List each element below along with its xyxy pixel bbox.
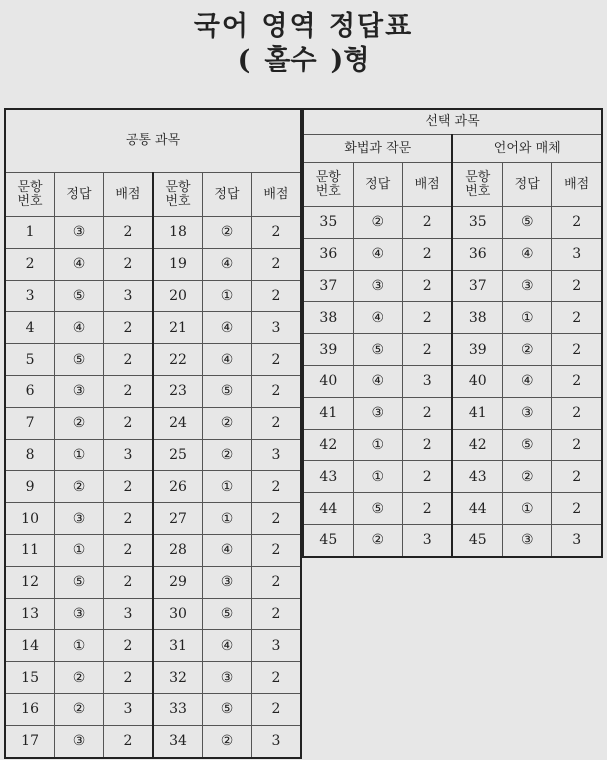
- common-cell-answer: ⑤: [203, 693, 252, 725]
- table-row: [5, 598, 301, 630]
- common-cell-answer: ③: [55, 217, 104, 249]
- elective-col-header-question-number: 문항 번호: [303, 163, 353, 207]
- common-cell-answer: ②: [55, 693, 104, 725]
- table-row: [5, 407, 301, 439]
- elective-cell-question-number: 42: [452, 429, 502, 461]
- common-cell-question-number: 34: [153, 725, 203, 757]
- common-cell-answer: ④: [203, 534, 252, 566]
- table-row: [303, 334, 602, 366]
- elective-cell-question-number: 44: [303, 493, 353, 525]
- elective-cell-score: 2: [402, 461, 452, 493]
- table-row: [5, 662, 301, 694]
- table-row: [5, 471, 301, 503]
- elective-cell-score: 3: [402, 365, 452, 397]
- elective-cell-question-number: 41: [303, 397, 353, 429]
- common-cell-score: 2: [251, 248, 301, 280]
- common-cell-answer: ①: [55, 534, 104, 566]
- common-cell-score: 2: [251, 217, 301, 249]
- elective-cell-answer: ②: [503, 334, 552, 366]
- common-cell-score: 2: [251, 344, 301, 376]
- elective-cell-answer: ⑤: [503, 207, 552, 239]
- table-row: [5, 439, 301, 471]
- elective-section-label: 선택 과목: [303, 109, 602, 135]
- common-cell-question-number: 30: [153, 598, 203, 630]
- common-cell-score: 3: [103, 439, 153, 471]
- common-cell-score: 2: [251, 503, 301, 535]
- elective-cell-question-number: 38: [452, 302, 502, 334]
- common-cell-answer: ⑤: [55, 344, 104, 376]
- common-cell-answer: ④: [55, 248, 104, 280]
- common-cell-answer: ②: [203, 439, 252, 471]
- common-cell-answer: ①: [203, 503, 252, 535]
- common-answer-table: [4, 108, 302, 759]
- elective-cell-answer: ⑤: [503, 429, 552, 461]
- elective-cell-question-number: 39: [452, 334, 502, 366]
- common-cell-question-number: 33: [153, 693, 203, 725]
- common-cell-answer: ⑤: [55, 280, 104, 312]
- common-cell-question-number: 21: [153, 312, 203, 344]
- elective-cell-answer: ④: [353, 238, 402, 270]
- common-cell-answer: ②: [55, 662, 104, 694]
- common-col-header-answer: 정답: [203, 173, 252, 217]
- common-cell-question-number: 1: [5, 217, 55, 249]
- elective-cell-answer: ③: [503, 397, 552, 429]
- common-cell-score: 2: [103, 662, 153, 694]
- table-row: [5, 534, 301, 566]
- common-cell-score: 2: [103, 312, 153, 344]
- elective-cell-question-number: 36: [452, 238, 502, 270]
- elective-cell-score: 2: [552, 207, 602, 239]
- common-cell-score: 2: [103, 407, 153, 439]
- common-cell-score: 2: [103, 503, 153, 535]
- table-row: [5, 312, 301, 344]
- table-row: [5, 344, 301, 376]
- table-row: [5, 630, 301, 662]
- common-cell-question-number: 7: [5, 407, 55, 439]
- elective-col-header-answer: 정답: [353, 163, 402, 207]
- common-cell-score: 2: [103, 630, 153, 662]
- common-cell-question-number: 13: [5, 598, 55, 630]
- common-cell-question-number: 5: [5, 344, 55, 376]
- common-cell-question-number: 24: [153, 407, 203, 439]
- common-cell-score: 2: [251, 375, 301, 407]
- common-cell-score: 3: [251, 725, 301, 757]
- elective-cell-answer: ①: [503, 302, 552, 334]
- elective-cell-question-number: 37: [303, 270, 353, 302]
- common-cell-answer: ①: [55, 630, 104, 662]
- elective-col-header-score: 배점: [402, 163, 452, 207]
- common-cell-question-number: 14: [5, 630, 55, 662]
- common-cell-score: 2: [103, 344, 153, 376]
- common-cell-answer: ⑤: [55, 566, 104, 598]
- common-cell-score: 2: [251, 598, 301, 630]
- elective-cell-question-number: 35: [303, 207, 353, 239]
- elective-cell-answer: ④: [353, 302, 402, 334]
- common-cell-answer: ②: [55, 407, 104, 439]
- common-cell-answer: ②: [55, 471, 104, 503]
- elective-cell-answer: ⑤: [353, 334, 402, 366]
- elective-cell-answer: ⑤: [353, 493, 402, 525]
- common-cell-score: 2: [103, 725, 153, 757]
- common-cell-question-number: 2: [5, 248, 55, 280]
- common-cell-score: 2: [103, 248, 153, 280]
- common-cell-answer: ④: [203, 312, 252, 344]
- common-cell-score: 2: [251, 693, 301, 725]
- common-cell-question-number: 20: [153, 280, 203, 312]
- elective-cell-question-number: 35: [452, 207, 502, 239]
- elective-cell-answer: ①: [353, 461, 402, 493]
- elective-cell-question-number: 45: [452, 524, 502, 556]
- table-row: [5, 503, 301, 535]
- elective-answer-table: [302, 108, 603, 558]
- table-row: [303, 429, 602, 461]
- common-col-header-answer: 정답: [55, 173, 104, 217]
- common-cell-question-number: 27: [153, 503, 203, 535]
- common-cell-question-number: 8: [5, 439, 55, 471]
- common-cell-answer: ③: [203, 566, 252, 598]
- elective-cell-score: 2: [402, 207, 452, 239]
- elective-cell-question-number: 41: [452, 397, 502, 429]
- common-cell-question-number: 10: [5, 503, 55, 535]
- elective-cell-score: 3: [552, 238, 602, 270]
- elective-cell-answer: ②: [353, 207, 402, 239]
- subtitle-open: (: [237, 45, 251, 76]
- common-cell-answer: ②: [203, 407, 252, 439]
- common-cell-question-number: 17: [5, 725, 55, 757]
- elective-cell-question-number: 42: [303, 429, 353, 461]
- table-row: [5, 248, 301, 280]
- table-row: [303, 238, 602, 270]
- common-cell-answer: ②: [203, 217, 252, 249]
- common-cell-question-number: 4: [5, 312, 55, 344]
- common-cell-answer: ①: [203, 471, 252, 503]
- common-cell-answer: ③: [55, 503, 104, 535]
- elective-cell-score: 2: [552, 461, 602, 493]
- table-row: [5, 375, 301, 407]
- elective-cell-answer: ①: [503, 493, 552, 525]
- common-cell-answer: ④: [203, 248, 252, 280]
- table-row: [303, 270, 602, 302]
- elective-cell-answer: ②: [503, 461, 552, 493]
- common-cell-score: 2: [103, 375, 153, 407]
- common-cell-question-number: 31: [153, 630, 203, 662]
- table-row: [303, 207, 602, 239]
- common-cell-question-number: 3: [5, 280, 55, 312]
- elective-cell-score: 2: [552, 365, 602, 397]
- common-section-label: 공통 과목: [5, 109, 301, 173]
- common-cell-question-number: 22: [153, 344, 203, 376]
- common-cell-score: 3: [103, 280, 153, 312]
- common-cell-answer: ④: [55, 312, 104, 344]
- common-cell-answer: ①: [203, 280, 252, 312]
- elective-cell-score: 2: [552, 493, 602, 525]
- table-row: [303, 493, 602, 525]
- common-cell-question-number: 18: [153, 217, 203, 249]
- common-cell-question-number: 26: [153, 471, 203, 503]
- elective-cell-question-number: 39: [303, 334, 353, 366]
- elective-subject-language-media: 언어와 매체: [452, 135, 602, 163]
- common-cell-answer: ③: [55, 598, 104, 630]
- elective-cell-question-number: 38: [303, 302, 353, 334]
- common-cell-score: 3: [103, 693, 153, 725]
- elective-cell-question-number: 37: [452, 270, 502, 302]
- elective-cell-score: 2: [402, 429, 452, 461]
- elective-cell-question-number: 44: [452, 493, 502, 525]
- common-cell-score: 2: [103, 471, 153, 503]
- common-cell-answer: ①: [55, 439, 104, 471]
- elective-cell-question-number: 43: [303, 461, 353, 493]
- elective-cell-score: 3: [552, 524, 602, 556]
- elective-cell-score: 2: [552, 429, 602, 461]
- common-cell-answer: ⑤: [203, 375, 252, 407]
- common-cell-score: 2: [251, 534, 301, 566]
- common-cell-question-number: 6: [5, 375, 55, 407]
- common-cell-score: 2: [251, 566, 301, 598]
- common-cell-score: 2: [251, 471, 301, 503]
- common-cell-question-number: 23: [153, 375, 203, 407]
- common-col-header-question-number: 문항 번호: [153, 173, 203, 217]
- elective-subject-speech-writing: 화법과 작문: [303, 135, 452, 163]
- common-cell-score: 2: [251, 280, 301, 312]
- elective-cell-score: 2: [402, 238, 452, 270]
- elective-cell-question-number: 36: [303, 238, 353, 270]
- common-cell-question-number: 19: [153, 248, 203, 280]
- elective-cell-question-number: 40: [303, 365, 353, 397]
- common-cell-score: 3: [251, 312, 301, 344]
- elective-cell-answer: ④: [503, 238, 552, 270]
- common-cell-answer: ③: [203, 662, 252, 694]
- common-cell-score: 2: [103, 534, 153, 566]
- table-row: [5, 566, 301, 598]
- elective-cell-score: 2: [552, 334, 602, 366]
- elective-cell-answer: ③: [503, 270, 552, 302]
- elective-cell-answer: ②: [353, 524, 402, 556]
- table-row: [303, 302, 602, 334]
- common-col-header-question-number: 문항 번호: [5, 173, 55, 217]
- common-cell-question-number: 29: [153, 566, 203, 598]
- common-cell-question-number: 11: [5, 534, 55, 566]
- common-cell-score: 3: [251, 439, 301, 471]
- table-row: [5, 693, 301, 725]
- elective-cell-score: 2: [402, 270, 452, 302]
- common-cell-question-number: 28: [153, 534, 203, 566]
- elective-col-header-question-number: 문항 번호: [452, 163, 502, 207]
- table-row: [5, 280, 301, 312]
- common-col-header-score: 배점: [103, 173, 153, 217]
- table-row: [5, 217, 301, 249]
- common-cell-score: 3: [251, 630, 301, 662]
- elective-cell-score: 2: [402, 397, 452, 429]
- table-row: [303, 397, 602, 429]
- elective-cell-score: 2: [552, 302, 602, 334]
- page-title: 국어 영역 정답표: [193, 11, 414, 42]
- elective-cell-answer: ③: [353, 397, 402, 429]
- elective-cell-question-number: 43: [452, 461, 502, 493]
- common-cell-question-number: 32: [153, 662, 203, 694]
- common-cell-score: 3: [103, 598, 153, 630]
- page-subtitle: [0, 38, 607, 77]
- elective-cell-question-number: 45: [303, 524, 353, 556]
- table-row: [303, 365, 602, 397]
- elective-cell-score: 2: [552, 397, 602, 429]
- elective-cell-score: 2: [402, 302, 452, 334]
- elective-cell-score: 3: [402, 524, 452, 556]
- subtitle-close: )형: [330, 45, 370, 76]
- common-cell-answer: ③: [55, 375, 104, 407]
- common-cell-answer: ④: [203, 630, 252, 662]
- common-cell-answer: ③: [55, 725, 104, 757]
- common-cell-score: 2: [251, 662, 301, 694]
- elective-col-header-score: 배점: [552, 163, 602, 207]
- common-cell-question-number: 12: [5, 566, 55, 598]
- table-row: [5, 725, 301, 757]
- table-row: [303, 524, 602, 556]
- common-col-header-score: 배점: [251, 173, 301, 217]
- elective-col-header-answer: 정답: [503, 163, 552, 207]
- elective-cell-score: 2: [552, 270, 602, 302]
- elective-cell-answer: ④: [353, 365, 402, 397]
- elective-cell-answer: ③: [503, 524, 552, 556]
- common-cell-question-number: 16: [5, 693, 55, 725]
- common-cell-question-number: 25: [153, 439, 203, 471]
- subtitle-type: 홀수: [264, 45, 317, 76]
- common-cell-question-number: 15: [5, 662, 55, 694]
- elective-cell-answer: ③: [353, 270, 402, 302]
- elective-cell-score: 2: [402, 334, 452, 366]
- common-cell-score: 2: [103, 566, 153, 598]
- elective-cell-answer: ①: [353, 429, 402, 461]
- elective-cell-score: 2: [402, 493, 452, 525]
- common-cell-question-number: 9: [5, 471, 55, 503]
- elective-cell-answer: ④: [503, 365, 552, 397]
- common-cell-answer: ⑤: [203, 598, 252, 630]
- table-row: [303, 461, 602, 493]
- common-cell-answer: ②: [203, 725, 252, 757]
- common-cell-score: 2: [103, 217, 153, 249]
- elective-cell-question-number: 40: [452, 365, 502, 397]
- common-cell-score: 2: [251, 407, 301, 439]
- common-cell-answer: ④: [203, 344, 252, 376]
